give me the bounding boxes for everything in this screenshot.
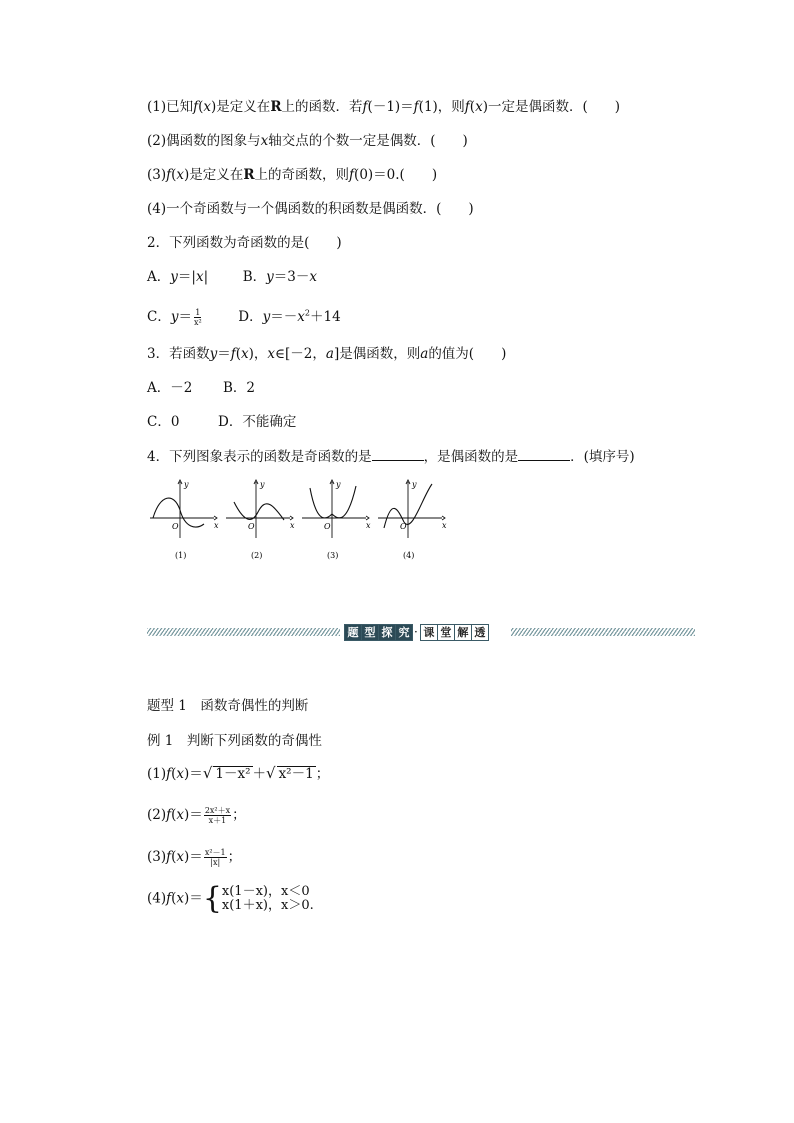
example-part-2: (2)f(x)＝ $\frac{\text{2x²＋x}}{x+1}$ ；: [147, 806, 246, 825]
graph-3: [302, 480, 371, 560]
y-axis-label: y: [260, 480, 265, 489]
y-axis-label: y: [336, 480, 341, 489]
q3-stem: 3．若函数y＝f(x)，x∈[－2，a]是偶函数，则a的值为( ): [147, 346, 507, 362]
banner-hatch-right: [511, 628, 695, 636]
banner-char: 题: [344, 624, 362, 641]
fraction: $\frac{\text{2x²＋x}}{x+1}$: [204, 806, 231, 825]
sqrt-expr: 1－x²: [215, 766, 251, 782]
q2-options-cd: [147, 304, 341, 327]
fraction: $\frac{1}{\text{x²}}$: [193, 307, 202, 327]
origin-label: O: [324, 522, 331, 531]
x-axis-label: x: [366, 521, 371, 530]
q2-option-b[interactable]: B．y＝3－x: [242, 269, 318, 285]
section-title: 题型 1 函数奇偶性的判断: [147, 698, 309, 714]
banner-hatch-left: [147, 628, 340, 636]
q2-option-d[interactable]: D．$y=-x^2+14$: [238, 308, 341, 325]
banner-char: 课: [420, 624, 438, 641]
q3-option-c[interactable]: C．0: [147, 414, 180, 430]
example-part-3: (3)f(x)＝ $\frac{\text{x²－1}}{|x|}$ ；: [147, 848, 242, 867]
sqrt-expr: x²－1: [278, 766, 314, 782]
banner-char: 究: [395, 624, 413, 641]
q3-option-b[interactable]: B．2: [222, 380, 255, 396]
q2-option-c[interactable]: C．y＝ $\frac{1}{\text{x²}}$: [147, 307, 202, 327]
y-axis-label: y: [184, 480, 189, 489]
q1-statement-2: (2)偶函数的图象与x轴交点的个数一定是偶数．( ): [147, 133, 468, 149]
graph-label: (1): [175, 551, 187, 560]
banner-dot: ·: [414, 625, 418, 639]
q2-option-a[interactable]: A．y＝|x|: [147, 269, 209, 285]
origin-label: O: [248, 522, 255, 531]
graph-label: (2): [251, 551, 263, 560]
function-curve: [234, 502, 284, 520]
origin-label: O: [172, 522, 179, 531]
origin-label: O: [400, 522, 407, 531]
banner-char: 透: [471, 624, 489, 641]
piecewise-cases: x(1－x)，x＜0 x(1＋x)，x＞0.: [221, 884, 314, 913]
x-axis-arrow: [290, 516, 293, 520]
graph-2: [226, 480, 295, 560]
x-axis-arrow: [214, 516, 217, 520]
banner-char: 堂: [437, 624, 455, 641]
graph-1: [150, 480, 219, 560]
banner-char: 解: [454, 624, 472, 641]
q1-statement-3: (3)f(x)是定义在R上的奇函数，则f(0)＝0.( ): [147, 167, 438, 183]
example-title: 例 1 判断下列函数的奇偶性: [147, 733, 322, 749]
x-axis-label: x: [214, 521, 219, 530]
section-banner: [147, 624, 695, 640]
q1-statement-1: (1)已知f(x)是定义在R上的函数．若f(－1)＝f(1)，则f(x)一定是偶函数．( ): [147, 99, 621, 115]
function-graphs: [150, 478, 450, 568]
banner-char: 型: [361, 624, 379, 641]
q1-statement-4: (4)一个奇函数与一个偶函数的积函数是偶函数．( ): [147, 201, 474, 217]
x-axis-label: x: [442, 521, 447, 530]
graph-label: (3): [327, 551, 339, 560]
fraction: $\frac{\text{x²－1}}{|x|}$: [204, 848, 226, 867]
q2-stem: 2．下列函数为奇函数的是( ): [147, 235, 342, 251]
answer-blank-even[interactable]: [518, 448, 570, 461]
banner-title: [344, 624, 488, 640]
x-axis-label: x: [290, 521, 295, 530]
q3-option-a[interactable]: A．－2: [147, 380, 193, 396]
q3-options-ab: [147, 379, 255, 397]
x-axis-arrow: [366, 516, 369, 520]
y-axis-label: y: [412, 480, 417, 489]
x-axis-arrow: [442, 516, 445, 520]
answer-blank-odd[interactable]: [372, 448, 424, 461]
example-part-1: (1)f(x)＝√ 1－x² ＋√ x²－1 ；: [147, 764, 330, 782]
q3-options-cd: [147, 413, 296, 431]
q2-options-ab: [147, 268, 317, 286]
banner-char: 探: [378, 624, 396, 641]
q4-stem: 4．下列图象表示的函数是奇函数的是 ，是偶函数的是 ．(填序号): [147, 449, 635, 465]
graph-label: (4): [403, 551, 415, 560]
q3-option-d[interactable]: D．不能确定: [218, 414, 297, 430]
function-curve: [310, 486, 356, 518]
example-part-4: (4)f(x)＝{ x(1－x)，x＜0 x(1＋x)，x＞0.: [147, 881, 314, 916]
graph-4: [378, 480, 447, 560]
